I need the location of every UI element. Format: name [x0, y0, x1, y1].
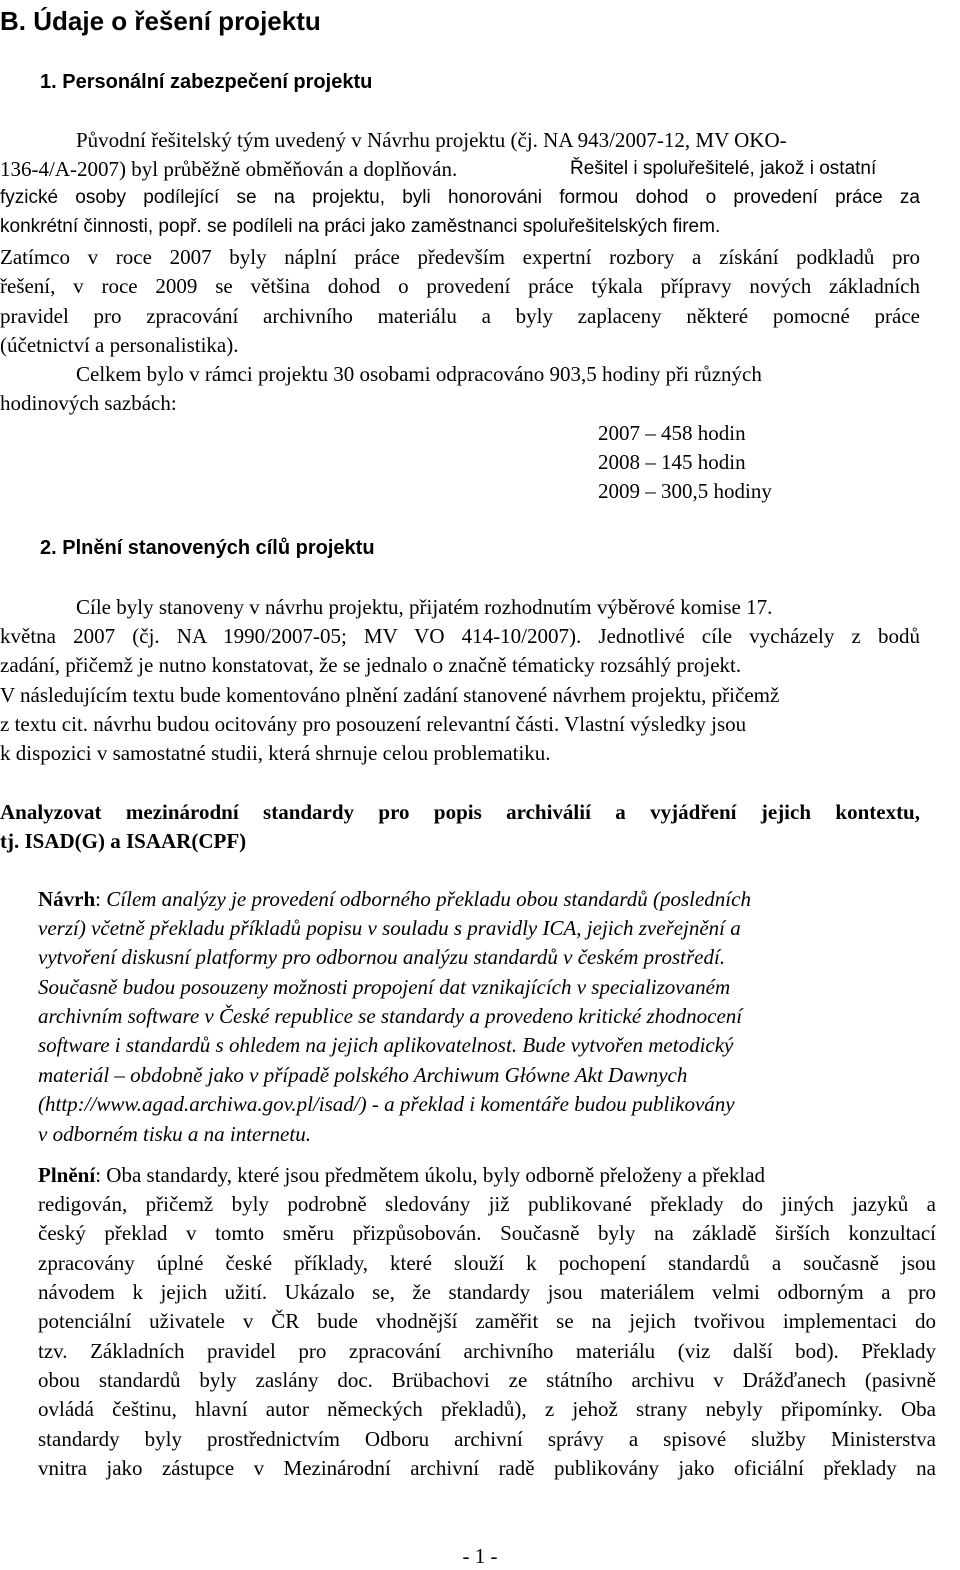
proposal-line-1: Návrh: Cílem analýzy je provedení odborného překladu obou standardů (posledních [38, 887, 751, 911]
fulfilment-line-5: návodem k jejich užití. Ukázalo se, že standardy jsou materiálem velmi odborným a pro [38, 1280, 936, 1304]
section-1-line-8: pravidel pro zpracování archivního materiálu a byly zaplaceny některé pomocné práce [0, 304, 920, 328]
fulfilment-line-3: český překlad v tomto směru přizpůsobován. Současně byly na základě širších konzultací [38, 1221, 936, 1245]
proposal-label: Návrh [38, 887, 96, 911]
proposal-line-7: materiál – obdobně jako v případě polského Archiwum Główne Akt Dawnych [38, 1063, 688, 1087]
topic-line-1: Analyzovat mezinárodní standardy pro popis archiválií a vyjádření jejich kontextu, [0, 800, 920, 824]
section-1-line-6: Zatímco v roce 2007 byly náplní práce především expertní rozbory a získání podkladů pro [0, 245, 920, 269]
proposal-line-6: software i standardů s ohledem na jejich aplikovatelnost. Bude vytvořen metodický [38, 1033, 734, 1057]
fulfilment-line-4: zpracovány úplné české příklady, které slouží k pochopení standardů a současně jsou [38, 1251, 936, 1275]
section-1-line-4: fyzické osoby podílející se na projektu, byli honorováni formou dohod o provedení práce za [0, 187, 920, 208]
fulfilment-label: Plnění [38, 1163, 96, 1187]
section-1-title: 1. Personální zabezpečení projektu [40, 71, 373, 93]
section-1-line-9: (účetnictví a personalistika). [0, 333, 239, 357]
proposal-text-1: Cílem analýzy je provedení odborného překladu obou standardů (posledních [106, 887, 751, 911]
proposal-line-8: (http://www.agad.archiwa.gov.pl/isad/) - a překlad i komentáře budou publikovány [38, 1092, 735, 1116]
section-1-line-1: Původní řešitelský tým uvedený v Návrhu projektu (čj. NA 943/2007-12, MV OKO- [76, 128, 787, 152]
section-1-line-11: hodinových sazbách: [0, 391, 177, 415]
section-1-line-7: řešení, v roce 2009 se většina dohod o provedení práce týkala přípravy nových základních [0, 274, 920, 298]
section-1-line-3: Řešitel i spoluřešitelé, jakož i ostatní [570, 158, 877, 179]
fulfilment-line-1: Plnění: Oba standardy, které jsou předmětem úkolu, byly odborně přeloženy a překlad [38, 1163, 766, 1187]
fulfilment-line-7: tzv. Základních pravidel pro zpracování archivního materiálu (viz další bod). Překlady [38, 1339, 936, 1363]
fulfilment-line-2: redigován, přičemž byly podrobně sledovány již publikované překlady do jiných jazyků a [38, 1192, 936, 1216]
proposal-line-9: v odborném tisku a na internetu. [38, 1122, 311, 1146]
section-1-line-2: 136-4/A-2007) byl průběžně obměňován a doplňován. [0, 157, 458, 181]
topic-line-2: tj. ISAD(G) a ISAAR(CPF) [0, 829, 247, 853]
proposal-line-4: Současně budou posouzeny možnosti propojení dat vznikajících v specializovaném [38, 975, 731, 999]
proposal-line-5: archivním software v České republice se standardy a provedeno kritické zhodnocení [38, 1004, 743, 1028]
hours-2008: 2008 – 145 hodin [598, 450, 746, 474]
section-2-line-3: zadání, přičemž je nutno konstatovat, že se jednalo o značně tématicky rozsáhlý projekt. [0, 653, 742, 677]
section-2-line-5: z textu cit. návrhu budou ocitovány pro posouzení relevantní části. Vlastní výsledky jsou [0, 712, 747, 736]
section-2-line-2: května 2007 (čj. NA 1990/2007-05; MV VO 414-10/2007). Jednotlivé cíle vycházely z bodů [0, 624, 920, 648]
proposal-line-3: vytvoření diskusní platformy pro odbornou analýzu standardů v českém prostředí. [38, 945, 726, 969]
proposal-line-2: verzí) včetně překladu příkladů popisu v souladu s pravidly ICA, jejich zveřejnění a [38, 916, 741, 940]
section-2-title: 2. Plnění stanovených cílů projektu [40, 537, 375, 559]
section-1-line-5: konkrétní činnosti, popř. se podíleli na práci jako zaměstnanci spoluřešitelských firem. [0, 216, 721, 237]
fulfilment-line-9: ovládá češtinu, hlavní autor německých překladů), z jehož strany nebyly připomínky. Oba [38, 1397, 936, 1421]
fulfilment-line-8: obou standardů byly zaslány doc. Brübachovi ze státního archivu v Drážďanech (pasivně [38, 1368, 936, 1392]
fulfilment-text-1: Oba standardy, které jsou předmětem úkolu, byly odborně přeloženy a překlad [106, 1163, 766, 1187]
section-1-line-10: Celkem bylo v rámci projektu 30 osobami odpracováno 903,5 hodiny při různých [76, 362, 762, 386]
section-2-line-4: V následujícím textu bude komentováno plnění zadání stanovené návrhem projektu, přičemž [0, 683, 780, 707]
page-heading: B. Údaje o řešení projektu [0, 6, 321, 36]
hours-2007: 2007 – 458 hodin [598, 421, 746, 445]
fulfilment-line-6: potenciální uživatele v ČR bude vhodnější zaměřit se na jejich tvořivou implementaci do [38, 1309, 936, 1333]
fulfilment-line-10: standardy byly prostřednictvím Odboru archivní správy a spisové služby Ministerstva [38, 1427, 936, 1451]
fulfilment-line-11: vnitra jako zástupce v Mezinárodní archivní radě publikovány jako oficiální překlady na [38, 1456, 936, 1480]
hours-2009: 2009 – 300,5 hodiny [598, 479, 772, 503]
section-2-line-6: k dispozici v samostatné studii, která shrnuje celou problematiku. [0, 741, 551, 765]
page-number: - 1 - [462, 1544, 498, 1568]
section-2-line-1: Cíle byly stanoveny v návrhu projektu, přijatém rozhodnutím výběrové komise 17. [76, 595, 773, 619]
